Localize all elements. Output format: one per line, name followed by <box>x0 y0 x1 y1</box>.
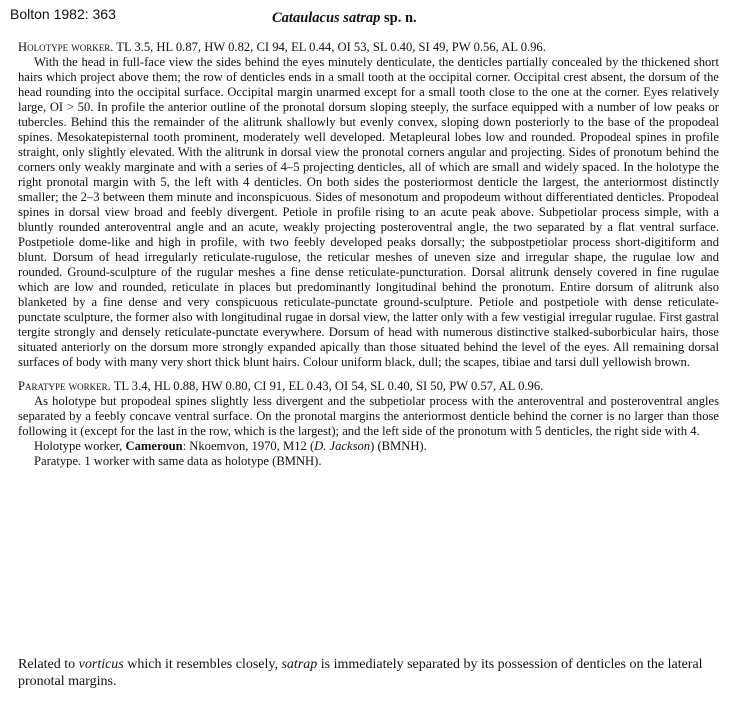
species-title <box>272 10 417 27</box>
holotype-measurements <box>18 40 719 55</box>
remarks-prefix: Related to <box>18 657 79 672</box>
deposition-suffix: ) (BMNH). <box>370 439 427 453</box>
remarks-middle: which it resembles closely, <box>123 657 282 672</box>
description-body <box>18 40 719 469</box>
holotype-description: With the head in full-face view the sides behind the eyes minutely denticulate, the denticles partially concealed by the thickened short hairs which project above them; the row of denticles ends in a small tooth at the occipital corner. Occipital crest absent, the dorsum of the head rounding into the occipital surface. Occipital margin unarmed except for a small tooth close to the one at the corner. Eyes relatively large, OI > 50. In profile the anterior outline of the pronotal dorsum sloping steeply, the surface equipped with a number of low peaks or tubercles. Behind this the remainder of the alitrunk shallowly but evenly convex, sloping down posteriorly to the base of the propodeal spines. Mesokatepisternal tooth prominent, moderately well developed. Metapleural lobes low and rounded. Propodeal spines in profile straight, only slightly elevated. With the alitrunk in dorsal view the pronotal corners angular and projecting. Sides of pronotum behind the corners only weakly marginate and with a series of 4–5 projecting denticles, all of which are small and widely spaced. In the holotype the right pronotal margin with 5, the left with 4 denticles. On both sides the posteriormost denticle the largest, the anteriormost distinctly smaller; the 2–3 between them minute and inconspicuous. Sides of mesonotum and propodeum without differentiated denticles. Propodeal spines in dorsal view broad and feebly divergent. Petiole in profile rising to an acute peak above. Subpetiolar process simple, with a bluntly rounded anteroventral angle and an acute, weakly projecting posteroventral angle, the two separated by a flat ventral surface. Postpetiole dome-like and high in profile, with two feebly developed peaks dorsally; the subpostpetiolar process short-digitiform and blunt. Dorsum of head irregularly reticulate-rugulose, the reticular meshes of uneven size and irregular shape, the rugulae low and rounded. Ground-sculpture of the rugular meshes a fine dense reticulate-puncturation. Dorsal alitrunk densely covered in fine rugulae which are low and rounded, reticulate in places but predominantly longitudinal behind the pronotum. Entire dorsum of alitrunk also blanketed by a fine dense and very conspicuous reticulate-punctate ground-sculpture. Petiole and postpetiole with dense reticulate-punctate sculpture, the former also with longitudinal rugae in dorsal view, the latter only with a few vestigial irregular rugulae. First gastral tergite strongly and densely reticulate-punctate everywhere. Dorsum of head with numerous distinctive stalked-suborbicular hairs, those situated anteriorly on the dorsum more strongly expanded apically than those situated behind the level of the eyes. All remaining dorsal surfaces of body with many very short thick blunt hairs. Colour uniform black, dull; the scapes, tibiae and tarsi dull yellowish brown. <box>18 55 719 369</box>
paratype-measurement-values: TL 3.4, HL 0.88, HW 0.80, CI 91, EL 0.43, OI 54, SL 0.40, SI 50, PW 0.57, AL 0.96. <box>110 379 544 393</box>
paratype-description: As holotype but propodeal spines slightly less divergent and the subpetiolar process with the anteroventral and posteroventral angles separated by a feebly concave ventral surface. On the pronotal margins the anteriormost denticle behind the corner is no larger than those following it (except for the last in the row, which is the largest); and the left side of the pronotum with 5 denticles, the right side with 4. <box>18 394 719 438</box>
remarks-text <box>18 656 719 690</box>
remarks-suffix: is immediately separated by its possession of denticles on the lateral pronotal margins. <box>18 657 703 689</box>
deposition-prefix: Holotype worker, <box>34 439 126 453</box>
holotype-measurement-values: TL 3.5, HL 0.87, HW 0.82, CI 94, EL 0.44, OI 53, SL 0.40, SI 49, PW 0.56, AL 0.96. <box>113 40 546 54</box>
paratype-heading: Paratype worker. <box>18 379 111 393</box>
citation-reference: Bolton 1982: 363 <box>10 6 116 22</box>
remarks-species: satrap <box>281 657 318 672</box>
deposition-country: Cameroun <box>125 439 183 453</box>
deposition-locality: : Nkoemvon, 1970, M12 ( <box>182 439 315 453</box>
holotype-heading: Holotype worker. <box>18 40 114 54</box>
deposition-collector: D. Jackson <box>314 439 371 453</box>
species-status: sp. n. <box>380 10 417 26</box>
species-name: Cataulacus satrap <box>272 10 381 26</box>
holotype-deposition <box>34 439 719 454</box>
remarks-compared-species: vorticus <box>78 657 124 672</box>
paratype-deposition: Paratype. 1 worker with same data as holotype (BMNH). <box>34 454 322 468</box>
paratype-measurements <box>18 379 719 394</box>
remarks <box>18 656 719 690</box>
